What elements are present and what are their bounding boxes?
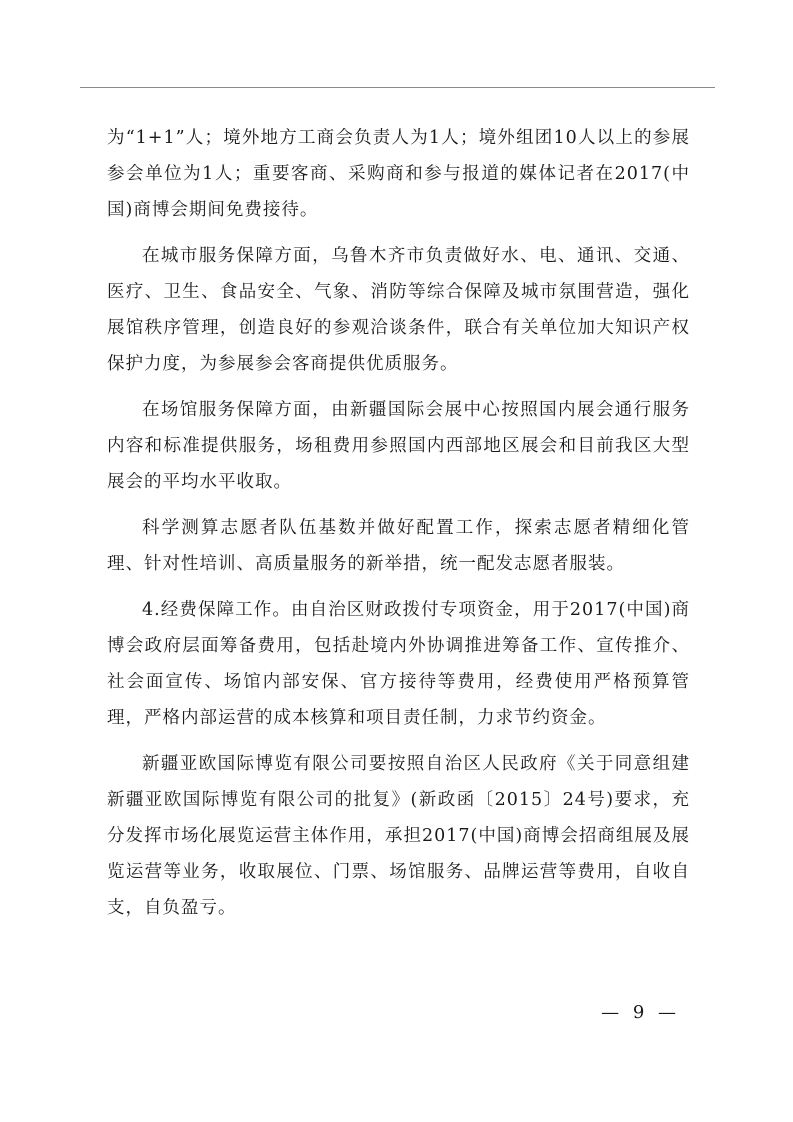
paragraph: 新疆亚欧国际博览有限公司要按照自治区人民政府《关于同意组建新疆亚欧国际博览有限公司的批复》(新政函〔2015〕24号)要求，充分发挥市场化展览运营主体作用，承担2017(中国)商博会招商组展及展览运营等业务，收取展位、门票、场馆服务、品牌运营等费用，自收自支，自负盈亏。 (107, 754, 690, 918)
paragraph: 在场馆服务保障方面，由新疆国际会展中心按照国内展会通行服务内容和标准提供服务，场租费用参照国内西部地区展会和目前我区大型展会的平均水平收取。 (107, 400, 690, 492)
paragraph: 为“1+1”人；境外地方工商会负责人为1人；境外组团10人以上的参展参会单位为1人；重要客商、采购商和参与报道的媒体记者在2017(中国)商博会期间免费接待。 (107, 128, 690, 220)
paragraph: 在城市服务保障方面，乌鲁木齐市负责做好水、电、通讯、交通、医疗、卫生、食品安全、气象、消防等综合保障及城市氛围营造，强化展馆秩序管理，创造良好的参观洽谈条件，联合有关单位加大知识产权保护力度，为参展参会客商提供优质服务。 (107, 246, 690, 374)
paragraph: 4.经费保障工作。由自治区财政拨付专项资金，用于2017(中国)商博会政府层面筹备费用，包括赴境内外协调推进筹备工作、宣传推介、社会面宣传、场馆内部安保、官方接待等费用，经费使用严格预算管理，严格内部运营的成本核算和项目责任制，力求节约资金。 (107, 600, 690, 728)
header-rule (80, 87, 715, 88)
page-number: — 9 — (601, 1002, 680, 1023)
paragraph: 科学测算志愿者队伍基数并做好配置工作，探索志愿者精细化管理、针对性培训、高质量服务的新举措，统一配发志愿者服装。 (107, 518, 690, 574)
document-body (107, 120, 690, 936)
